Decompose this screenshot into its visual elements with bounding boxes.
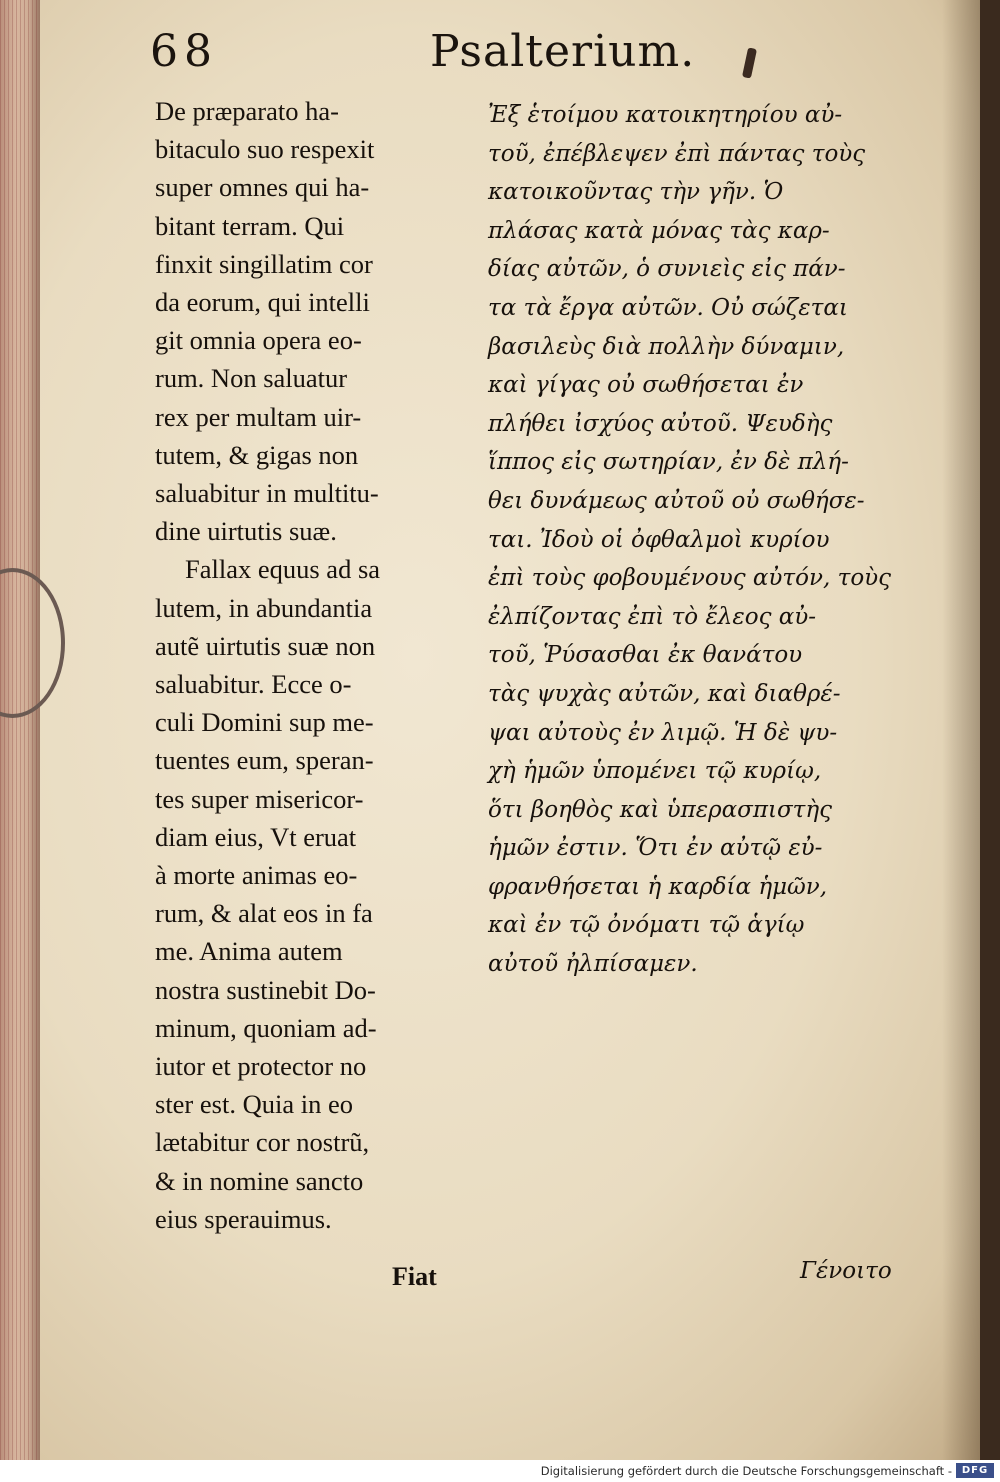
latin-line: lutem, in abundantia — [155, 592, 373, 623]
greek-line: ἐλπίζοντας ἐπὶ τὸ ἔλεος αὐ- — [488, 603, 817, 630]
greek-line: βασιλεὺς διὰ πολλὴν δύναμιν, — [488, 333, 845, 360]
latin-line: rex per multam uir- — [155, 401, 362, 432]
latin-line: lætabitur cor nostrũ, — [155, 1127, 370, 1158]
greek-line: φρανθήσεται ἡ καρδία ἡμῶν, — [488, 873, 828, 900]
latin-catchword: Fiat — [392, 1262, 437, 1291]
latin-line: eius sperauimus. — [155, 1203, 332, 1234]
greek-line: Ἐξ ἑτοίμου κατοικητηρίου αὐ- — [488, 102, 843, 128]
latin-line: De præparato ha- — [155, 96, 339, 126]
latin-line: saluabitur in multitu- — [155, 478, 379, 509]
latin-line: iutor et protector no — [155, 1051, 367, 1082]
greek-line: τα τὰ ἔργα αὐτῶν. Οὐ σώζεται — [488, 294, 848, 321]
greek-line: θει δυνάμεως αὐτοῦ οὐ σωθήσε- — [488, 487, 865, 514]
latin-line: tuentes eum, speran- — [155, 745, 374, 776]
latin-line: diam eius, Vt eruat — [155, 821, 357, 852]
right-background — [980, 0, 1000, 1460]
latin-line: git omnia opera eo- — [155, 325, 362, 356]
latin-line: super omnes qui ha- — [155, 172, 370, 203]
greek-line: πλάσας κατὰ μόνας τὰς καρ- — [488, 217, 830, 244]
greek-line: χὴ ἡμῶν ὑπομένει τῷ κυρίῳ, — [488, 758, 822, 785]
latin-line: autẽ uirtutis suæ non — [155, 630, 376, 661]
latin-line: tutem, & gigas non — [155, 439, 359, 470]
greek-line: ἵππος εἰς σωτηρίαν, ἐν δὲ πλή- — [488, 449, 849, 476]
latin-line: Fallax equus ad sa — [185, 554, 381, 585]
latin-line: bitaculo suo respexit — [155, 134, 375, 165]
greek-line: τὰς ψυχὰς αὐτῶν, καὶ διαθρέ- — [488, 680, 841, 707]
gutter-shadow — [942, 0, 980, 1460]
greek-catchword: Γένοιτο — [800, 1258, 892, 1284]
greek-line: τοῦ, ἐπέβλεψεν ἐπὶ πάντας τοὺς — [488, 140, 866, 167]
latin-line: me. Anima autem — [155, 936, 343, 967]
latin-line: rum. Non saluatur — [155, 363, 348, 394]
funding-credit: Digitalisierung gefördert durch die Deutsche Forschungsgemeinschaft - — [540, 1464, 952, 1478]
greek-line: ἡμῶν ἐστιν. Ὅτι ἐν αὐτῷ εὐ- — [488, 835, 823, 862]
latin-line: dine uirtutis suæ. — [155, 516, 337, 547]
latin-line: culi Domini sup me- — [155, 707, 374, 738]
greek-line: δίας αὐτῶν, ὁ συνιεὶς εἰς πάν- — [488, 256, 846, 283]
latin-line: bitant terram. Qui — [155, 210, 345, 241]
latin-line: finxit singillatim cor — [155, 248, 373, 279]
page-number: 68 — [150, 26, 218, 77]
greek-line: ὅτι βοηθὸς καὶ ὑπερασπιστὴς — [488, 796, 833, 823]
greek-column — [488, 96, 928, 984]
latin-line: da eorum, qui intelli — [155, 287, 370, 318]
latin-line: minum, quoniam ad- — [155, 1012, 377, 1043]
greek-line: ψαι αὐτοὺς ἐν λιμῷ. Ἡ δὲ ψυ- — [488, 719, 838, 746]
latin-line: saluabitur. Ecce o- — [155, 669, 352, 700]
greek-line: καὶ γίγας οὐ σωθήσεται ἐν — [488, 372, 804, 399]
greek-line: ἐπὶ τοὺς φοβουμένους αὐτόν, τοὺς — [488, 565, 892, 592]
greek-line: πλήθει ἰσχύος αὐτοῦ. Ψευδὴς — [488, 410, 833, 437]
footer-bar — [0, 1460, 1000, 1482]
greek-line: καὶ ἐν τῷ ὀνόματι τῷ ἁγίῳ — [488, 912, 805, 939]
running-title: Psalterium. — [430, 26, 696, 77]
dfg-logo: DFG — [956, 1463, 994, 1478]
latin-line: tes super misericor- — [155, 783, 364, 814]
page-edge — [0, 0, 40, 1460]
latin-line: à morte animas eo- — [155, 860, 358, 891]
latin-line: ster est. Quia in eo — [155, 1089, 353, 1120]
latin-line: nostra sustinebit Do- — [155, 974, 376, 1005]
page-edge-lines — [0, 0, 40, 1460]
greek-line: τοῦ, Ῥύσασθαι ἐκ θανάτου — [488, 642, 803, 669]
latin-column — [155, 92, 460, 1238]
greek-line: αὐτοῦ ἠλπίσαμεν. — [488, 951, 698, 978]
latin-line: & in nomine sancto — [155, 1165, 364, 1196]
greek-line: ται. Ἰδοὺ οἱ ὀφθαλμοὶ κυρίου — [488, 526, 830, 553]
greek-line: κατοικοῦντας τὴν γῆν. Ὁ — [488, 179, 784, 206]
latin-line: rum, & alat eos in fa — [155, 898, 373, 929]
